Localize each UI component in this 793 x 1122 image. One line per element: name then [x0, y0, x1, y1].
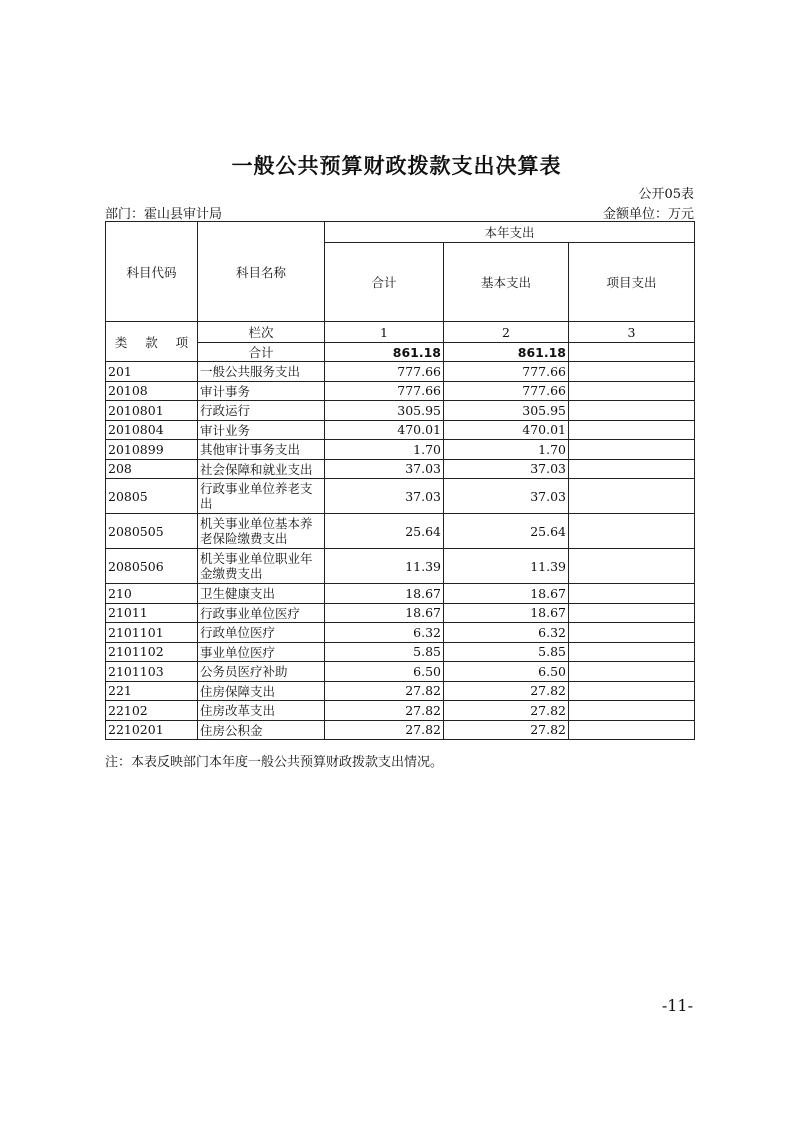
row-project: [569, 514, 695, 549]
row-basic: 27.82: [444, 720, 569, 740]
header-column-label: 栏次: [198, 322, 325, 343]
row-project: [569, 549, 695, 584]
expenditure-table: [105, 221, 695, 740]
row-name: 住房公积金: [198, 720, 325, 740]
row-total: 305.95: [325, 401, 444, 421]
table-row: [106, 584, 695, 604]
row-basic: 37.03: [444, 459, 569, 479]
row-name: 行政事业单位养老支出: [198, 479, 325, 514]
row-basic: 6.50: [444, 662, 569, 682]
row-project: [569, 420, 695, 440]
row-code: 210: [106, 584, 198, 604]
header-xiang: 项: [175, 334, 189, 350]
table-note: 注：本表反映部门本年度一般公共预算财政拨款支出情况。: [105, 755, 444, 770]
row-code: 2101101: [106, 623, 198, 643]
header-total: 合计: [325, 243, 444, 322]
row-project: [569, 701, 695, 721]
row-basic: 27.82: [444, 681, 569, 701]
table-row: [106, 701, 695, 721]
row-code: 20805: [106, 479, 198, 514]
row-name: 审计业务: [198, 420, 325, 440]
row-name: 公务员医疗补助: [198, 662, 325, 682]
total-row-project: [569, 343, 695, 362]
row-total: 470.01: [325, 420, 444, 440]
row-code: 2101102: [106, 642, 198, 662]
row-project: [569, 479, 695, 514]
row-code: 201: [106, 362, 198, 382]
row-project: [569, 381, 695, 401]
table-row: [106, 401, 695, 421]
row-total: 27.82: [325, 701, 444, 721]
row-code: 21011: [106, 603, 198, 623]
table-row: [106, 459, 695, 479]
row-basic: 18.67: [444, 584, 569, 604]
row-total: 6.32: [325, 623, 444, 643]
row-code: 2080506: [106, 549, 198, 584]
table-row: [106, 662, 695, 682]
row-total: 27.82: [325, 681, 444, 701]
row-project: [569, 440, 695, 460]
row-name: 事业单位医疗: [198, 642, 325, 662]
row-code: 2010899: [106, 440, 198, 460]
table-row: [106, 479, 695, 514]
row-code: 2010804: [106, 420, 198, 440]
row-basic: 18.67: [444, 603, 569, 623]
row-name: 机关事业单位基本养老保险缴费支出: [198, 514, 325, 549]
row-name: 行政单位医疗: [198, 623, 325, 643]
row-project: [569, 362, 695, 382]
header-category-cell: [106, 322, 198, 362]
row-name: 住房改革支出: [198, 701, 325, 721]
row-project: [569, 623, 695, 643]
row-total: 11.39: [325, 549, 444, 584]
header-col3: 3: [569, 322, 695, 343]
header-col1: 1: [325, 322, 444, 343]
row-code: 2101103: [106, 662, 198, 682]
row-total: 777.66: [325, 362, 444, 382]
total-row-label: 合计: [198, 343, 325, 362]
row-name: 审计事务: [198, 381, 325, 401]
row-basic: 777.66: [444, 362, 569, 382]
row-total: 27.82: [325, 720, 444, 740]
table-row: [106, 681, 695, 701]
row-total: 37.03: [325, 479, 444, 514]
row-name: 其他审计事务支出: [198, 440, 325, 460]
row-total: 18.67: [325, 603, 444, 623]
department-label: 部门：霍山县审计局: [105, 207, 223, 222]
header-lei: 类: [114, 334, 128, 350]
table-row: [106, 440, 695, 460]
row-project: [569, 603, 695, 623]
row-basic: 777.66: [444, 381, 569, 401]
row-name: 一般公共服务支出: [198, 362, 325, 382]
row-name: 社会保障和就业支出: [198, 459, 325, 479]
row-total: 777.66: [325, 381, 444, 401]
header-col2: 2: [444, 322, 569, 343]
row-name: 卫生健康支出: [198, 584, 325, 604]
header-kuan: 款: [145, 334, 158, 350]
amount-unit-label: 金额单位：万元: [602, 207, 694, 222]
row-project: [569, 401, 695, 421]
row-total: 25.64: [325, 514, 444, 549]
row-basic: 25.64: [444, 514, 569, 549]
row-basic: 305.95: [444, 401, 569, 421]
row-total: 18.67: [325, 584, 444, 604]
row-project: [569, 459, 695, 479]
row-name: 住房保障支出: [198, 681, 325, 701]
page-number: -11-: [661, 996, 693, 1015]
row-code: 2080505: [106, 514, 198, 549]
row-project: [569, 720, 695, 740]
table-row: [106, 514, 695, 549]
page-title: 一般公共预算财政拨款支出决算表: [231, 154, 562, 178]
row-total: 1.70: [325, 440, 444, 460]
table-row: [106, 603, 695, 623]
row-basic: 6.32: [444, 623, 569, 643]
row-code: 2010801: [106, 401, 198, 421]
row-name: 行政运行: [198, 401, 325, 421]
table-row: [106, 642, 695, 662]
row-total: 6.50: [325, 662, 444, 682]
row-basic: 1.70: [444, 440, 569, 460]
row-total: 37.03: [325, 459, 444, 479]
row-name: 机关事业单位职业年金缴费支出: [198, 549, 325, 584]
total-row-total: 861.18: [325, 343, 444, 362]
row-code: 2210201: [106, 720, 198, 740]
form-number: 公开05表: [638, 187, 694, 202]
row-project: [569, 584, 695, 604]
total-row-basic: 861.18: [444, 343, 569, 362]
row-project: [569, 681, 695, 701]
row-basic: 37.03: [444, 479, 569, 514]
row-basic: 5.85: [444, 642, 569, 662]
table-row: [106, 549, 695, 584]
table-row: [106, 420, 695, 440]
header-project: 项目支出: [569, 243, 695, 322]
row-code: 20108: [106, 381, 198, 401]
row-code: 208: [106, 459, 198, 479]
table-row: [106, 623, 695, 643]
row-code: 221: [106, 681, 198, 701]
header-current-year: 本年支出: [325, 222, 695, 243]
header-basic: 基本支出: [444, 243, 569, 322]
row-basic: 11.39: [444, 549, 569, 584]
header-name: 科目名称: [198, 222, 325, 322]
table-row: [106, 381, 695, 401]
table-row: [106, 362, 695, 382]
row-basic: 470.01: [444, 420, 569, 440]
row-name: 行政事业单位医疗: [198, 603, 325, 623]
row-basic: 27.82: [444, 701, 569, 721]
row-project: [569, 662, 695, 682]
row-project: [569, 642, 695, 662]
row-code: 22102: [106, 701, 198, 721]
table-row: [106, 720, 695, 740]
header-code: 科目代码: [106, 222, 198, 322]
row-total: 5.85: [325, 642, 444, 662]
